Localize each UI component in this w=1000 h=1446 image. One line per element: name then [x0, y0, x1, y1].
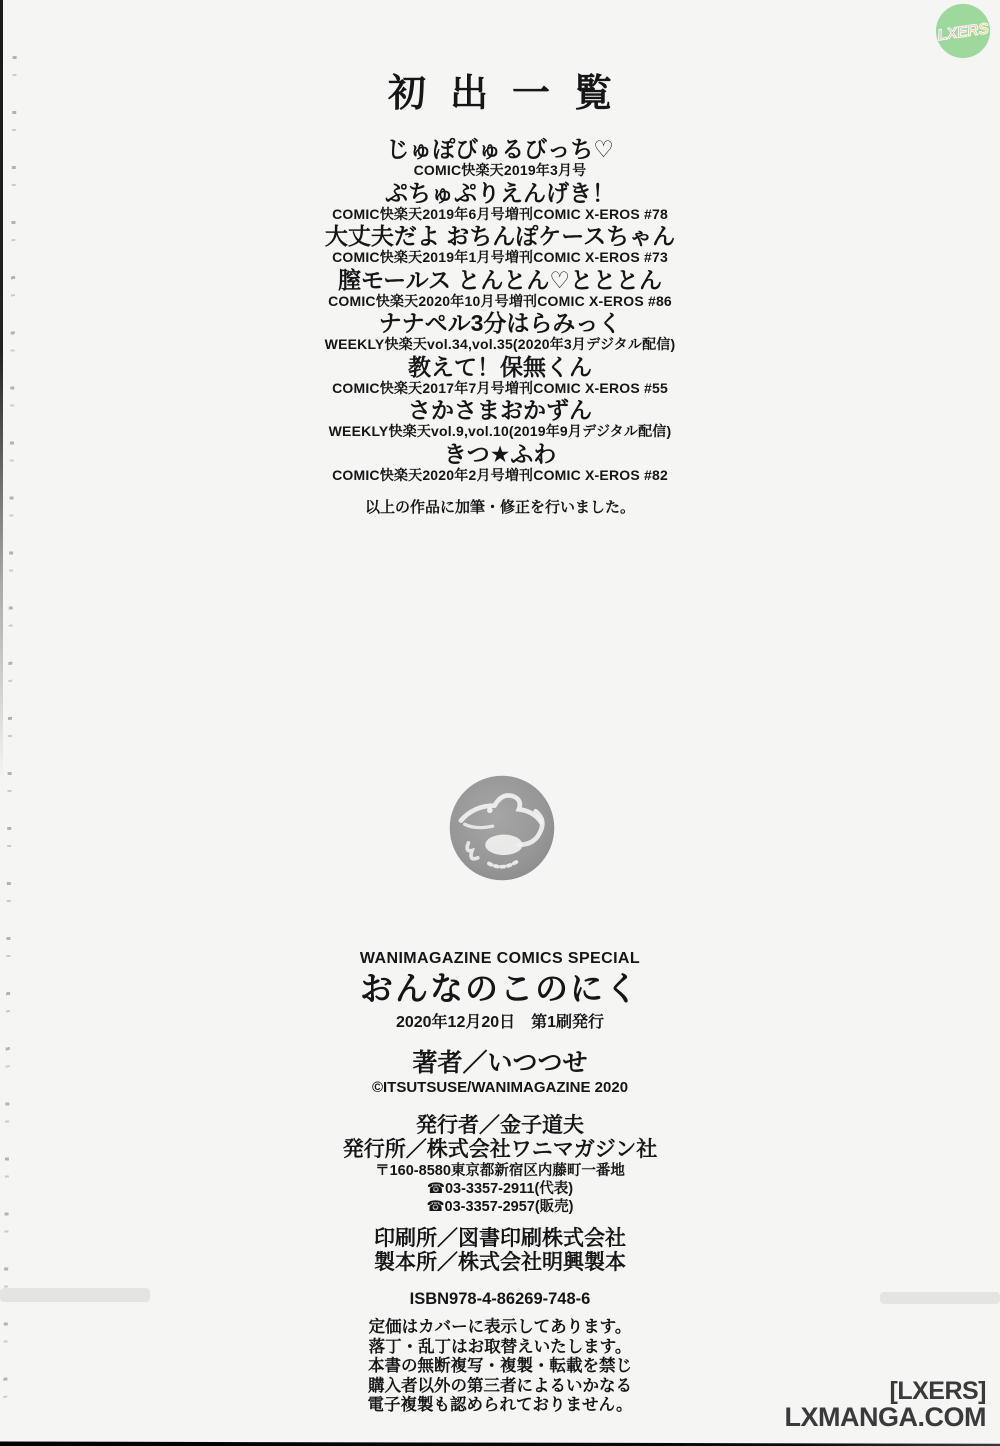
publisher-person-line: 発行者／金子道夫 — [416, 1114, 584, 1137]
work-title: 教えて！保無くん — [408, 353, 592, 380]
credit-entry — [0, 442, 1000, 484]
colophon-block — [0, 950, 1000, 1416]
work-source: COMIC快楽天2019年1月号増刊COMIC X-EROS #73 — [332, 249, 668, 265]
work-source: WEEKLY快楽天vol.9,vol.10(2019年9月デジタル配信) — [328, 423, 672, 439]
book-title: おんなのこのにく — [360, 970, 640, 1007]
printer-line: 印刷所／図書印刷株式会社 — [374, 1227, 626, 1250]
work-source: COMIC快楽天2020年10月号増刊COMIC X-EROS #86 — [328, 292, 672, 309]
credit-entry — [0, 398, 1000, 440]
work-title: 大丈夫だよ おちんぽケースちゃん — [324, 223, 676, 249]
notice-line: 購入者以外の第三者によるいかなる — [368, 1376, 632, 1395]
work-title: 膣モールス とんとん♡とととん — [338, 266, 662, 293]
phone-main: ☎03-3357-2911(代表) — [426, 1181, 574, 1197]
author-line: 著者／いつつせ — [412, 1049, 588, 1077]
wanimagazine-crocodile-emblem-icon — [446, 772, 558, 884]
badge-text: LXERS — [936, 20, 990, 45]
revision-note: 以上の作品に加筆・修正を行いました。 — [364, 499, 635, 516]
work-source: WEEKLY快楽天vol.34,vol.35(2020年3月デジタル配信) — [324, 336, 676, 352]
watermark-site: LXMANGA.COM — [784, 1402, 986, 1432]
work-source: COMIC快楽天2019年3月号 — [413, 162, 587, 178]
work-source: COMIC快楽天2017年7月号増刊COMIC X-EROS #55 — [332, 379, 668, 396]
credit-entry — [0, 268, 1000, 310]
work-title: きつ★ふわ — [443, 440, 557, 467]
notice-line: 定価はカバーに表示してあります。 — [368, 1318, 632, 1336]
notice-line: 落丁・乱丁はお取替えいたします。 — [368, 1337, 632, 1356]
phone-sales: ☎03-3357-2957(販売) — [426, 1199, 574, 1215]
series-label: WANIMAGAZINE COMICS SPECIAL — [359, 950, 641, 967]
notice-line: 電子複製も認められておりません。 — [367, 1396, 633, 1415]
bottom-scan-edge — [0, 1441, 1000, 1446]
notice-line: 本書の無断複写・複製・転載を禁じ — [368, 1357, 632, 1376]
work-title: ナナペル3分はらみっく — [378, 310, 622, 336]
credit-entry — [0, 355, 1000, 397]
work-title: じゅぽびゅるびっち♡ — [386, 136, 614, 162]
first-publication-list — [0, 62, 1000, 517]
bindery-line: 製本所／株式会社明興製本 — [374, 1251, 626, 1274]
lxers-badge-icon — [934, 2, 992, 60]
credit-entry — [0, 311, 1000, 353]
publisher-address: 〒160-8580東京都新宿区内藤町一番地 — [375, 1163, 625, 1179]
watermark-tag: [LXERS] — [889, 1377, 986, 1405]
copyright-line: ©ITSUTSUSE/WANIMAGAZINE 2020 — [371, 1079, 629, 1096]
credit-entry — [0, 181, 1000, 223]
publishing-house-line: 発行所／株式会社ワニマガジン社 — [342, 1138, 658, 1161]
work-source: COMIC快楽天2019年6月号増刊COMIC X-EROS #78 — [332, 205, 668, 222]
work-source: COMIC快楽天2020年2月号増刊COMIC X-EROS #82 — [332, 466, 668, 483]
site-watermark — [785, 1379, 986, 1431]
page-title: 初出一覧 — [387, 73, 636, 115]
isbn: ISBN978-4-86269-748-6 — [409, 1290, 591, 1308]
work-title: さかさまおかずん — [408, 397, 592, 423]
credit-entry — [0, 137, 1000, 179]
credit-entry — [0, 224, 1000, 266]
work-title: ぷちゅぷりえんげき！ — [385, 179, 615, 206]
edition-line: 2020年12月20日 第1刷発行 — [395, 1014, 605, 1031]
